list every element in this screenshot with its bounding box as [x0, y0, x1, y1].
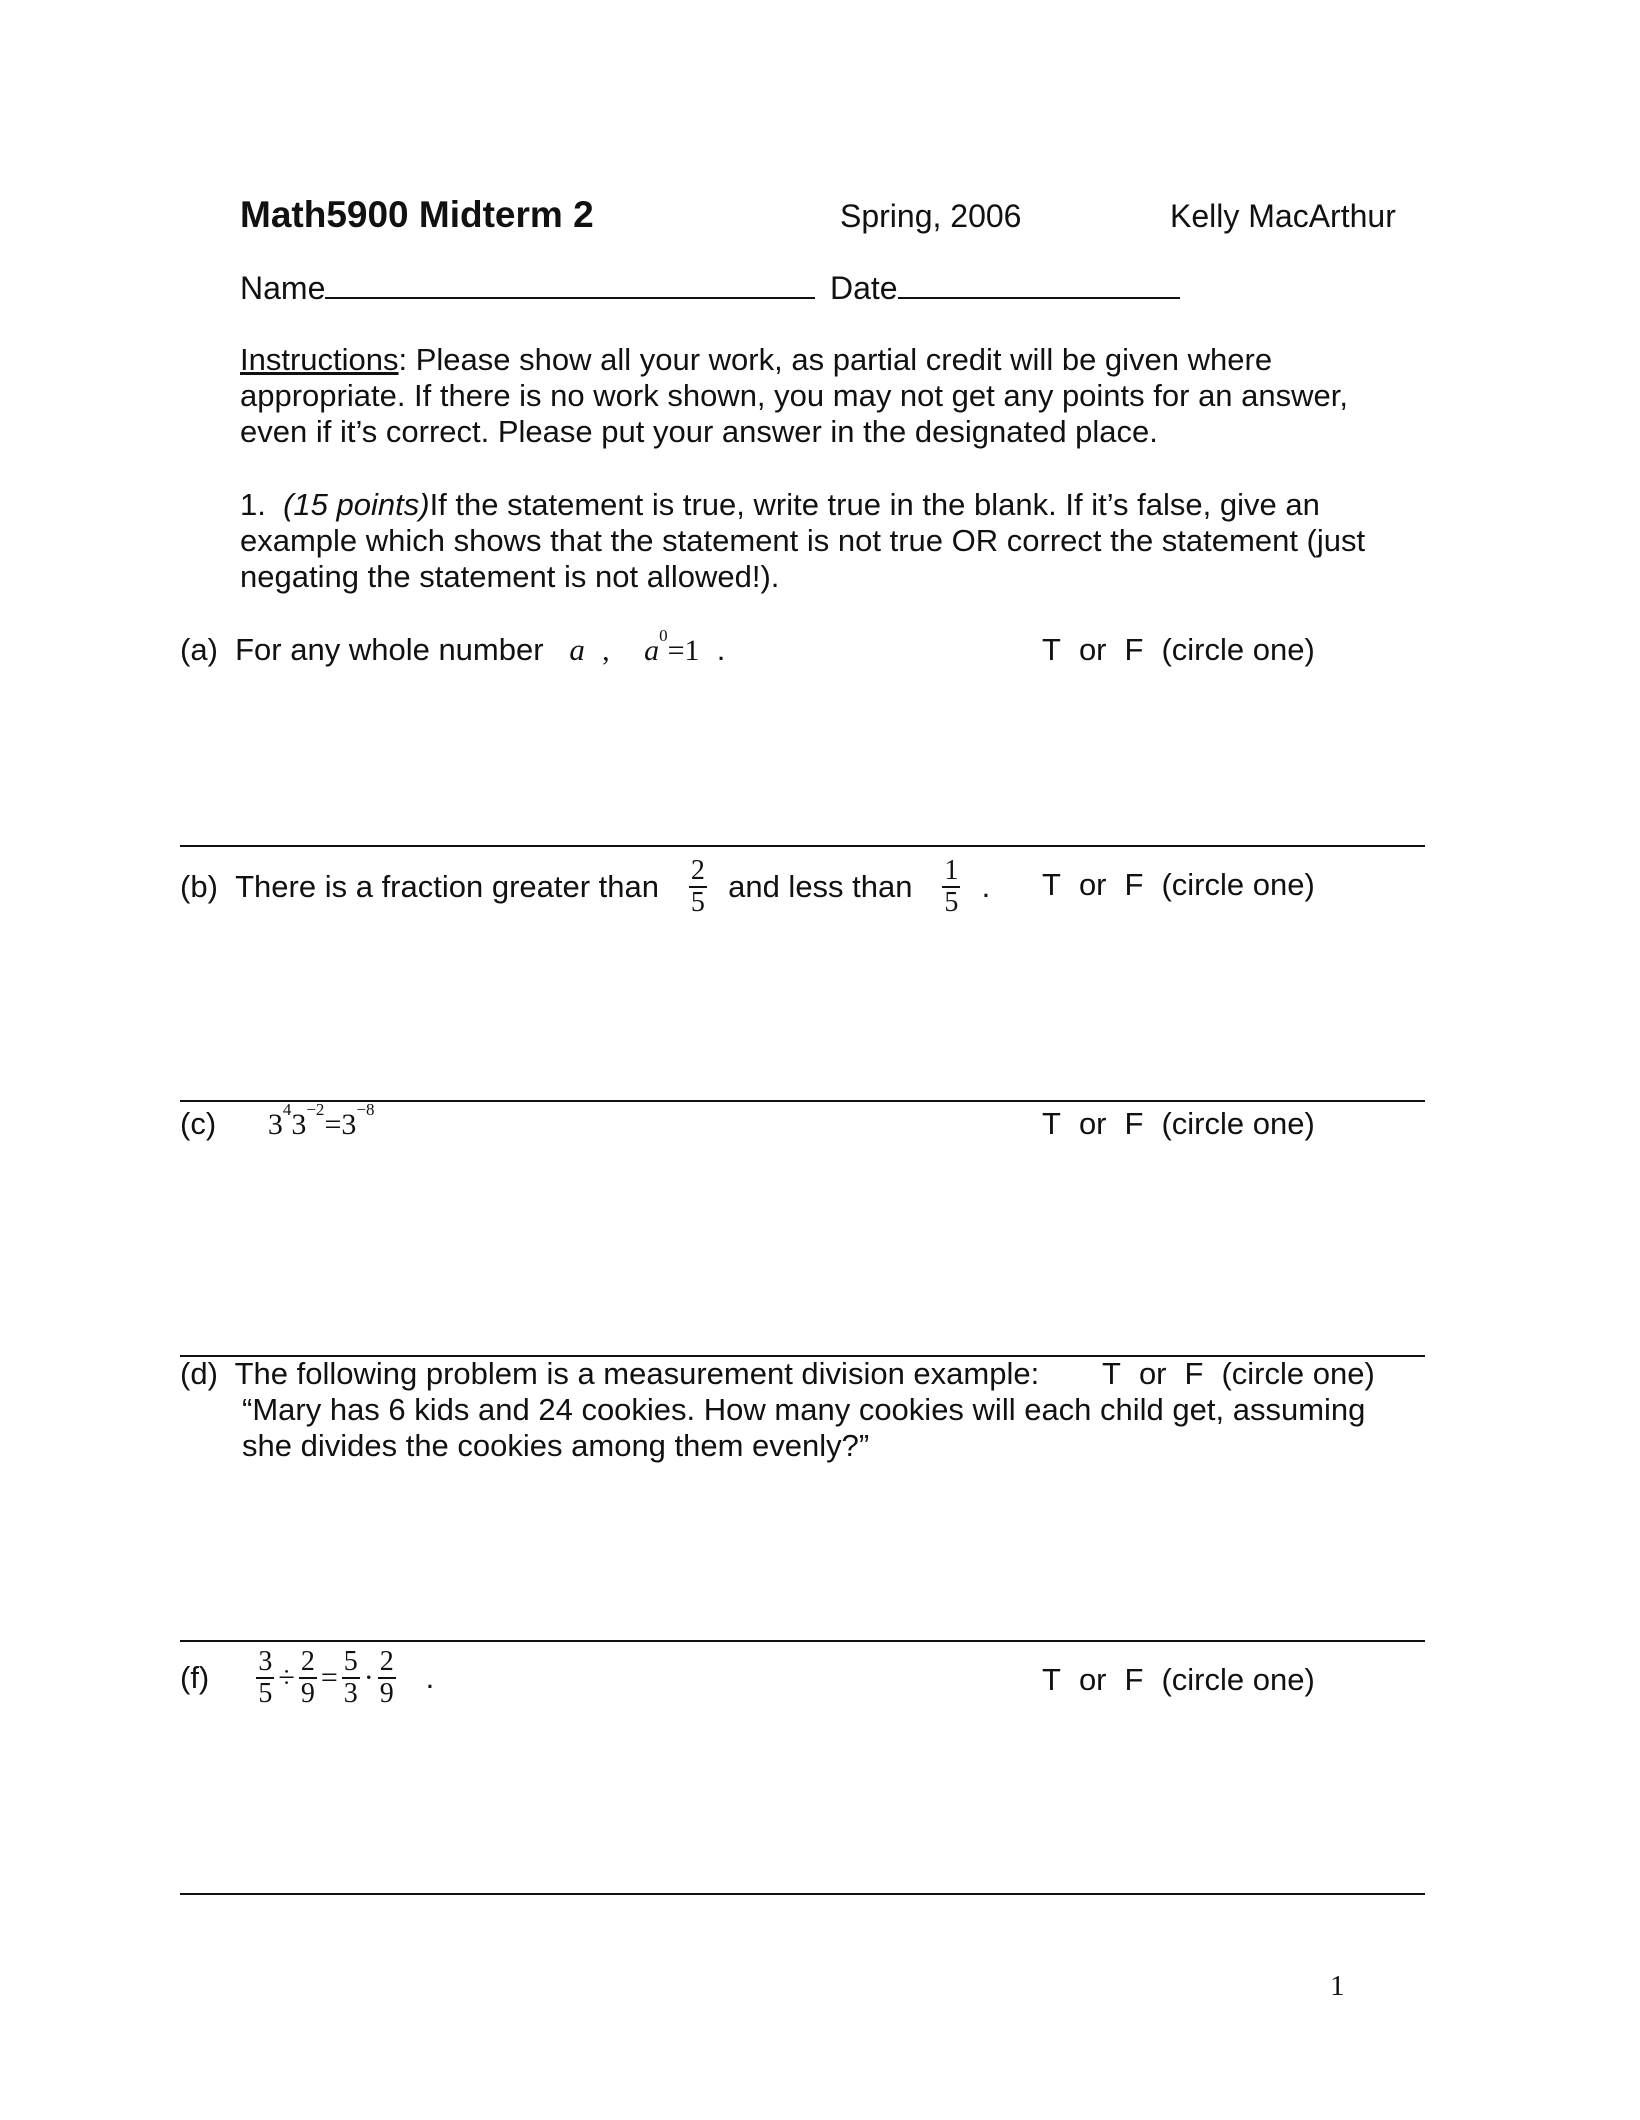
true-option[interactable]: T	[1102, 1356, 1121, 1391]
instructions	[240, 342, 1420, 450]
semester: Spring, 2006	[840, 198, 1022, 234]
part-d-quote-line1: “Mary has 6 kids and 24 cookies. How many cookies will each child get, assuming	[242, 1392, 1366, 1427]
part-c-statement	[180, 1100, 375, 1142]
part-f-label: (f)	[180, 1660, 210, 1695]
part-a-text: For any whole number	[235, 632, 544, 667]
true-option[interactable]: T	[1042, 1106, 1061, 1141]
name-field[interactable]	[240, 270, 815, 307]
false-option[interactable]: F	[1124, 1662, 1144, 1697]
exam-title: Math5900 Midterm 2	[240, 194, 594, 235]
or-text: or	[1078, 1662, 1107, 1697]
or-text: or	[1078, 632, 1107, 667]
part-f-equation: $\frac{3}{5}$ ÷ $\frac{2}{9}$ = $\frac{5}{3}$ · $\frac{2}{9}$	[258, 1646, 394, 1709]
true-option[interactable]: T	[1042, 1662, 1061, 1697]
part-a-tf[interactable]	[1042, 632, 1333, 668]
false-option[interactable]: F	[1184, 1356, 1204, 1391]
part-a-label: (a)	[180, 632, 218, 667]
part-b-label: (b)	[180, 869, 218, 904]
fraction-two-ninths-2: $\frac{2}{9}$	[379, 1646, 394, 1709]
problem-line3: negating the statement is not allowed!).	[240, 559, 780, 594]
part-b-statement	[180, 854, 990, 920]
fraction-five-thirds: $\frac{5}{3}$	[343, 1646, 358, 1709]
name-label: Name	[240, 270, 326, 306]
answer-line-a[interactable]	[180, 845, 1425, 847]
fraction-two-fifths: $\frac{2}{5}$	[690, 855, 705, 918]
part-d-label: (d)	[180, 1356, 218, 1391]
false-option[interactable]: F	[1124, 1106, 1144, 1141]
true-option[interactable]: T	[1042, 867, 1061, 902]
date-label: Date	[830, 270, 898, 306]
instructions-line3: even if it’s correct. Please put your answer in the designated place.	[240, 414, 1158, 449]
problem-line2: example which shows that the statement is not true OR correct the statement (just	[240, 523, 1366, 558]
page-number: 1	[1330, 1970, 1345, 2002]
true-option[interactable]: T	[1042, 632, 1061, 667]
part-d-text: The following problem is a measurement division example:	[234, 1356, 1040, 1391]
part-a-var: a	[569, 632, 585, 667]
part-f-statement	[180, 1645, 434, 1711]
instructions-line1: : Please show all your work, as partial credit will be given where	[398, 342, 1273, 377]
or-text: or	[1078, 1106, 1107, 1141]
false-option[interactable]: F	[1124, 632, 1144, 667]
circle-one-text: (circle one)	[1161, 632, 1315, 667]
answer-line-f[interactable]	[180, 1893, 1425, 1895]
author: Kelly MacArthur	[1170, 198, 1396, 234]
part-b-end: .	[981, 869, 991, 904]
problem-line1: If the statement is true, write true in the blank. If it’s false, give an	[429, 487, 1320, 522]
circle-one-text: (circle one)	[1161, 1106, 1315, 1141]
problem-points: (15 points)	[283, 487, 430, 522]
part-c-tf[interactable]	[1042, 1106, 1333, 1142]
part-b-text2: and less than	[728, 869, 913, 904]
date-blank[interactable]	[898, 271, 1180, 299]
fraction-one-fifth: $\frac{1}{5}$	[944, 855, 959, 918]
part-c-equation: $3^43^{-2}=3^{-8}$	[267, 1100, 375, 1141]
answer-line-d[interactable]	[180, 1640, 1425, 1642]
fraction-two-ninths: $\frac{2}{9}$	[300, 1646, 315, 1709]
part-d-quote-line2: she divides the cookies among them evenly?”	[242, 1428, 870, 1463]
part-c-label: (c)	[180, 1106, 217, 1141]
problem-number: 1.	[240, 487, 266, 522]
false-option[interactable]: F	[1124, 867, 1144, 902]
part-b-tf[interactable]	[1042, 867, 1333, 903]
circle-one-text: (circle one)	[1161, 867, 1315, 902]
name-blank[interactable]	[325, 271, 815, 299]
part-f-end: .	[425, 1660, 435, 1695]
part-d-tf[interactable]	[1102, 1356, 1393, 1392]
part-a-end: .	[716, 632, 726, 667]
circle-one-text: (circle one)	[1161, 1662, 1315, 1697]
problem-1-prompt	[240, 487, 1420, 595]
circle-one-text: (circle one)	[1221, 1356, 1375, 1391]
part-a-comma: ,	[602, 634, 610, 667]
part-b-text1: There is a fraction greater than	[235, 869, 660, 904]
instructions-heading: Instructions	[240, 342, 399, 377]
part-f-tf[interactable]	[1042, 1662, 1333, 1698]
date-field[interactable]	[830, 270, 1180, 307]
part-a-statement	[180, 626, 726, 668]
or-text: or	[1078, 867, 1107, 902]
part-a-equation: $a^0=1$	[644, 626, 700, 667]
or-text: or	[1138, 1356, 1167, 1391]
fraction-three-fifths: $\frac{3}{5}$	[258, 1646, 273, 1709]
instructions-line2: appropriate. If there is no work shown, you may not get any points for an answer,	[240, 378, 1348, 413]
